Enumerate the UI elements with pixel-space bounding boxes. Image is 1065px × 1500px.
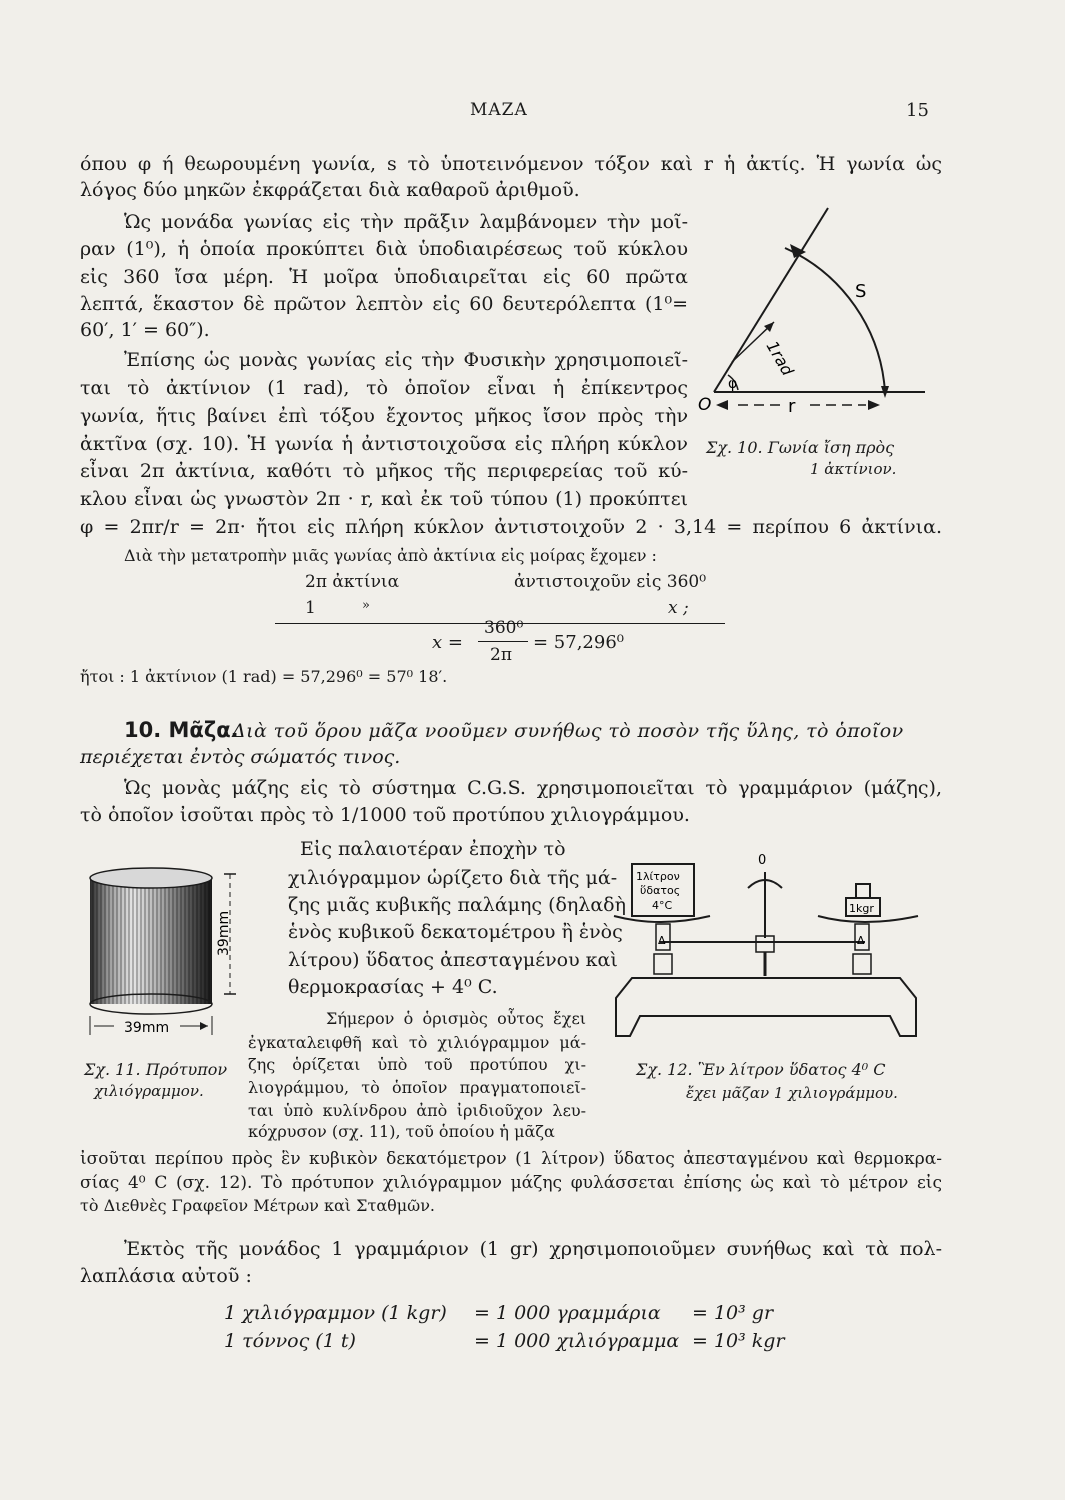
text-line: φ = 2πr/r = 2π· ἤτοι εἰς πλήρη κύκλον ἀντιστοιχοῦν 2 · 3,14 = περίπου 6 ἀκτίνια. [80,516,942,538]
label-r: r [788,396,796,417]
figure-11-prototype-kilogram [84,860,254,1045]
text-line: όπου φ ή θεωρουμένη γωνία, s τὸ ὑποτεινόμενον τόξον καὶ r ἡ ἀκτίς. Ἡ γωνία ὡς [80,153,942,175]
label-zero: 0 [758,853,767,868]
running-head: ΜΑΖΑ [470,100,528,120]
text-line: εἰς 360 ἴσα μέρη. Ἡ μοῖρα ὑποδιαιρεῖται εἰς 60 πρῶτα [80,266,688,288]
svg-text:Δ: Δ [857,934,865,947]
equation-left: 1 τόννος (1 t) [224,1330,356,1352]
text-line: λόγος δύο μηκῶν ἐκφράζεται διὰ καθαροῦ ἀριθμοῦ. [80,179,580,201]
text-line: Ὡς μονάδα γωνίας εἰς τὴν πρᾶξιν λαμβάνομεν τὴν μοῖ- [124,211,688,233]
conversion-intro: Διὰ τὴν μετατροπὴν μιᾶς γωνίας ἀπὸ ἀκτίνια εἰς μοίρας ἔχομεν : [124,546,657,565]
section-heading: 10. Μᾶζα. [124,718,239,742]
cylinder-top [90,868,212,888]
figure-10-caption: Σχ. 10. Γωνία ἴση πρὸς [706,438,895,457]
label-phi: φ [728,376,738,392]
equation-right: = 10³ kgr [692,1330,785,1352]
text-line: λιογράμμου, τὸ ὁποῖον πραγματοποιεῖ- [248,1078,586,1097]
result-line: ἤτοι : 1 ἀκτίνιον (1 rad) = 57,296⁰ = 57⁰ 18′. [80,667,448,686]
text-line: ζης ὁρίζεται ὑπὸ τοῦ προτύπου χι- [248,1055,586,1074]
ratio-row2-mid: » [362,598,370,613]
formula-lhs: x = [432,632,463,653]
figure-12-caption-2: ἔχει μᾶζαν 1 χιλιογράμμου. [686,1084,898,1102]
figure-11-caption-2: χιλιόγραμμον. [94,1082,204,1100]
svg-text:1kgr: 1kgr [849,902,874,915]
page-number: 15 [906,100,929,121]
text-line: σίας 4⁰ C (σχ. 12). Τὸ πρότυπον χιλιόγραμμον μάζης φυλάσσεται ἐπίσης ὡς καὶ τὸ μέτρον εἰς [80,1173,942,1193]
figure-11-caption: Σχ. 11. Πρότυπον [84,1060,228,1079]
svg-text:ὕδατος: ὕδατος [640,884,681,897]
text-line: 60′, 1′ = 60″). [80,319,210,341]
fraction-bar [478,641,528,642]
text-line: Ἐπίσης ὡς μονὰς γωνίας εἰς τὴν Φυσικὴν χρησιμοποιεῖ- [124,349,688,371]
text-line: ἑνὸς κυβικοῦ δεκατομέτρου ἢ ἑνὸς [288,921,623,943]
equation-right: = 10³ gr [692,1302,774,1324]
svg-text:Δ: Δ [658,934,666,947]
ratio-row2-left: 1 [305,598,316,618]
text-line: λίτρου) ὕδατος ἀπεσταγμένου καὶ [288,949,618,971]
text-line: γωνία, ἥτις βαίνει ἐπὶ τόξου ἔχοντος μῆκος ἴσον πρὸς τὴν [80,405,688,427]
angle-ray [714,208,828,392]
equation-mid: = 1 000 γραμμάρια [474,1302,661,1324]
equation-left: 1 χιλιόγραμμον (1 kgr) [224,1302,447,1324]
svg-text:4°C: 4°C [652,899,673,912]
scale-base [616,978,916,1036]
text-line: ζης μιᾶς κυβικῆς παλάμης (δηλαδὴ [288,894,627,916]
formula-rhs: = 57,296⁰ [533,632,625,653]
text-line: κόχρυσον (σχ. 11), τοῦ ὁποίου ἡ μᾶζα [248,1122,555,1141]
text-line: τὸ ὁποῖον ἰσοῦται πρὸς τὸ 1/1000 τοῦ προτύπου χιλιογράμμου. [80,804,690,826]
text-line: ται ὑπὸ κυλίνδρου ἀπὸ ἰριδιοῦχον λευ- [248,1101,586,1120]
figure-12-balance-scale [600,848,930,1048]
label-height: 39mm [216,910,232,956]
figure-10-caption-2: 1 ἀκτίνιον. [810,460,897,478]
section-intro-2: περιέχεται ἐντὸς σώματός τινος. [80,746,401,768]
formula-denominator: 2π [490,645,512,665]
text-line: Ὡς μονὰς μάζης εἰς τὸ σύστημα C.G.S. χρησιμοποιεῖται τὸ γραμμάριον (μάζης), [124,777,942,799]
label-s: S [855,281,867,302]
formula-numerator: 360⁰ [484,618,524,638]
label-rad: 1rad [762,337,798,379]
arc-s [785,248,885,392]
text-line: Ἐκτὸς τῆς μονάδος 1 γραμμάριον (1 gr) χρησιμοποιοῦμεν συνήθως καὶ τὰ πολ- [124,1238,942,1260]
label-width: 39mm [124,1020,170,1036]
ratio-row1-left: 2π ἀκτίνια [305,572,400,592]
text-line: λαπλάσια αὐτοῦ : [80,1265,252,1287]
section-intro: Διὰ τοῦ ὅρου μᾶζα νοοῦμεν συνήθως τὸ ποσὸν τῆς ὕλης, τὸ ὁποῖον [232,720,904,742]
text-line: θερμοκρασίας + 4⁰ C. [288,976,498,998]
text-line: λεπτά, ἕκαστον δὲ πρῶτον λεπτὸν εἰς 60 δευτερόλεπτα (1⁰= [80,293,688,315]
equation-mid: = 1 000 χιλιόγραμμα [474,1330,680,1352]
text-line: Σήμερον ὁ ὁρισμὸς οὗτος ἔχει [326,1009,586,1028]
svg-text:1λίτρον: 1λίτρον [636,870,680,883]
ratio-row2-right: x ; [668,598,689,618]
text-line: ἐγκαταλειφθῆ καὶ τὸ χιλιόγραμμον μά- [248,1033,586,1052]
text-line: χιλιόγραμμον ὡρίζετο διὰ τῆς μά- [288,867,618,889]
ratio-row1-right: ἀντιστοιχοῦν εἰς 360⁰ [514,572,707,592]
figure-10-radian-diagram [690,200,940,425]
text-line: τὸ Διεθνὲς Γραφεῖον Μέτρων καὶ Σταθμῶν. [80,1196,436,1215]
label-o: O [698,395,712,415]
text-line: κλου εἶναι ὡς γνωστὸν 2π · r, καὶ ἐκ τοῦ τύπου (1) προκύπτει [80,488,688,510]
text-line: εἶναι 2π ἀκτίνια, καθότι τὸ μῆκος τῆς περιφερείας τοῦ κύ- [80,460,688,482]
text-line: Εἰς παλαιοτέραν ἐποχὴν τὸ [300,838,566,860]
text-line: ται τὸ ἀκτίνιον (1 rad), τὸ ὁποῖον εἶναι ἡ ἐπίκεντρος [80,377,688,399]
figure-12-caption: Σχ. 12. Ἓν λίτρον ὕδατος 4⁰ C [636,1060,886,1079]
text-line: ἰσοῦται περίπου πρὸς ἓν κυβικὸν δεκατόμετρον (1 λίτρον) ὕδατος ἀπεσταγμένου καὶ θερμοκρα- [80,1149,942,1169]
text-line: ἀκτῖνα (σχ. 10). Ἡ γωνία ἡ ἀντιστοιχοῦσα εἰς πλήρη κύκλον [80,433,688,455]
text-line: ραν (1⁰), ἡ ὁποία προκύπτει διὰ ὑποδιαιρέσεως τοῦ κύκλου [80,238,688,260]
